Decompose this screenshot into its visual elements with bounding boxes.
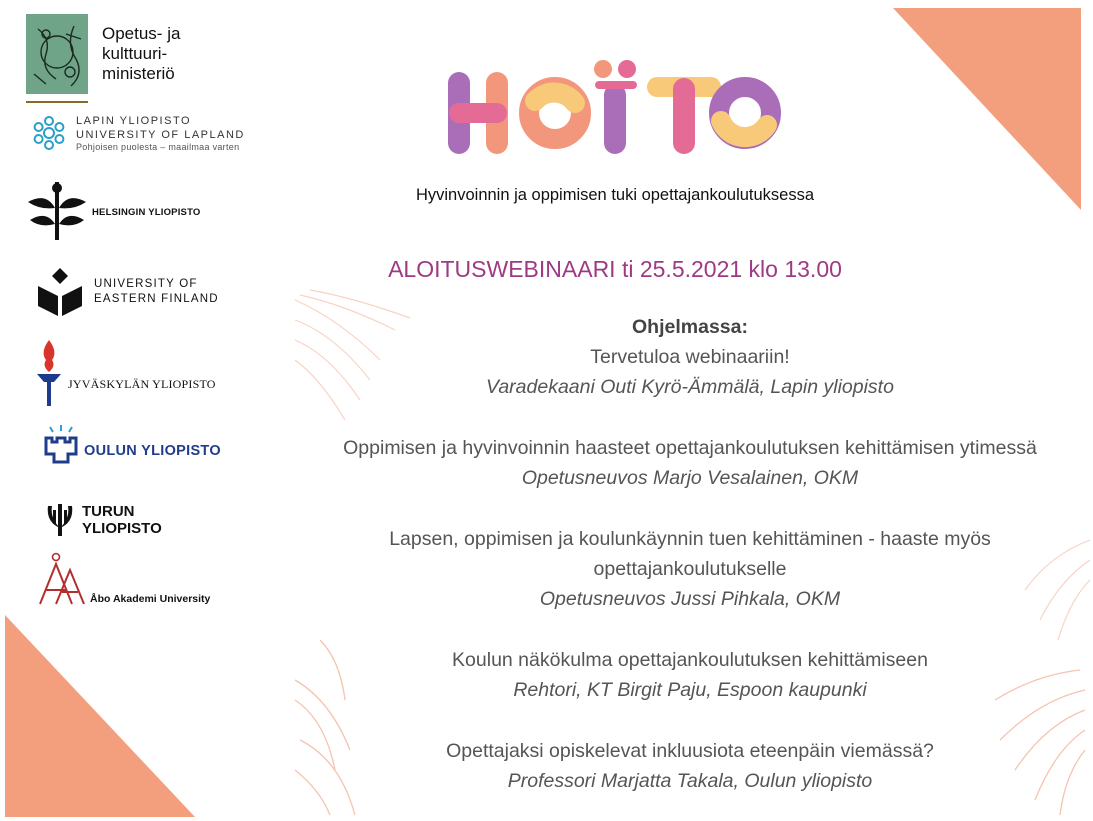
hoito-logo	[445, 55, 785, 155]
uef-name-line-1: UNIVERSITY OF	[94, 278, 198, 290]
okm-logo	[26, 14, 180, 94]
jyu-name: JYVÄSKYLÄN YLIOPISTO	[68, 376, 216, 391]
program-item-title: Oppimisen ja hyvinvoinnin haasteet opettajankoulutuksen kehittämisen ytimessä	[343, 437, 1037, 459]
okm-line-2: kulttuuri-	[102, 44, 168, 63]
lapland-name-en: UNIVERSITY OF LAPLAND	[76, 129, 245, 141]
jyu-torch-icon	[34, 338, 64, 408]
okm-divider	[26, 101, 88, 103]
okm-line-1: Opetus- ja	[102, 24, 181, 43]
program-item-title: Koulun näkökulma opettajankoulutuksen kehittämiseen	[452, 649, 928, 671]
oulu-castle-icon	[44, 424, 78, 464]
helsinki-torch-icon	[26, 180, 88, 242]
turku-emblem-icon	[44, 502, 76, 538]
program-list	[300, 312, 1080, 796]
uef-book-icon	[36, 266, 84, 318]
oulu-name: OULUN YLIOPISTO	[84, 443, 221, 459]
abo-emblem-icon	[38, 552, 88, 606]
helsinki-name: HELSINGIN YLIOPISTO	[92, 206, 201, 218]
turku-name-line-1: TURUN	[82, 503, 135, 520]
subtitle: Hyvinvoinnin ja oppimisen tuki opettajankoulutuksessa	[415, 186, 815, 204]
top-right-corner-shape	[893, 8, 1081, 210]
program-item-speaker: Varadekaani Outi Kyrö-Ämmälä, Lapin yliopisto	[486, 376, 894, 398]
oulu-logo	[44, 424, 221, 464]
program-item-speaker: Opetusneuvos Jussi Pihkala, OKM	[539, 588, 841, 610]
turku-logo	[44, 502, 162, 538]
program-item-title: Tervetuloa webinaariin!	[590, 346, 790, 368]
lapland-tagline: Pohjoisen puolesta – maailmaa varten	[76, 142, 240, 152]
abo-name: Åbo Akademi University	[90, 593, 211, 605]
program-heading: Ohjelmassa:	[632, 316, 748, 338]
program-item-title-cont: opettajankoulutukselle	[593, 558, 787, 580]
okm-emblem-icon	[26, 14, 88, 94]
bottom-left-corner-shape	[5, 615, 195, 817]
helsinki-logo	[26, 180, 201, 242]
uef-name-line-2: EASTERN FINLAND	[94, 293, 219, 305]
program-item-title: Lapsen, oppimisen ja koulunkäynnin tuen kehittäminen - haaste myös	[389, 528, 991, 550]
snowflake-icon	[30, 114, 68, 152]
hoito-logo-text	[445, 150, 785, 151]
webinar-title: ALOITUSWEBINAARI ti 25.5.2021 klo 13.00	[388, 256, 842, 282]
uef-logo	[36, 266, 219, 318]
lapland-logo	[30, 114, 245, 152]
jyu-logo	[34, 338, 216, 408]
abo-logo	[38, 552, 210, 606]
lapland-name-fi: LAPIN YLIOPISTO	[76, 115, 192, 127]
program-item-title: Opettajaksi opiskelevat inkluusiota eteenpäin viemässä?	[446, 740, 934, 762]
program-item-speaker: Rehtori, KT Birgit Paju, Espoon kaupunki	[513, 679, 867, 701]
okm-line-3: ministeriö	[102, 64, 175, 83]
program-item-speaker: Opetusneuvos Marjo Vesalainen, OKM	[521, 467, 859, 489]
program-item-speaker: Professori Marjatta Takala, Oulun yliopisto	[507, 770, 873, 792]
turku-name-line-2: YLIOPISTO	[82, 520, 162, 537]
